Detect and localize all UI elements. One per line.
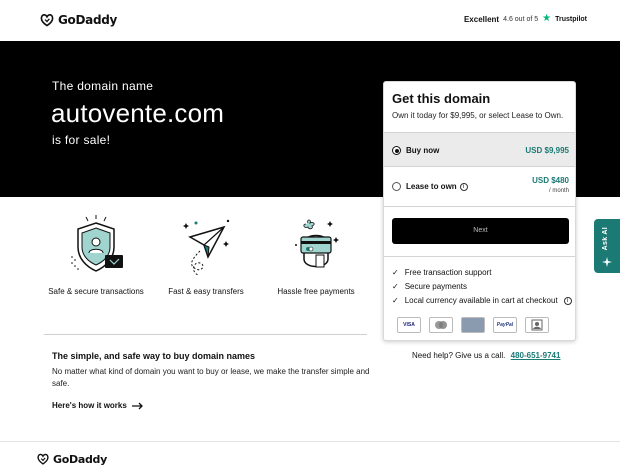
trustpilot-name: Trustpilot [555,15,587,23]
lease-period: / month [548,188,569,194]
help-phone-link[interactable]: 480-651-9741 [510,351,561,360]
info-icon[interactable]: i [460,183,468,191]
footer-divider [0,441,620,442]
payment-methods [397,317,549,333]
trust-rating-label: Excellent [463,14,500,24]
card-subtitle: Own it today for $9,995, or select Lease to Own. [392,111,564,120]
feature-label: Fast & easy transfers [168,287,244,296]
logo-text: GoDaddy [58,13,118,27]
trustpilot-rating[interactable] [464,14,587,24]
footer-logo[interactable] [36,452,107,466]
info-body: No matter what kind of domain you want to buy or lease, we make the transfer simple and safe. [52,367,370,388]
hero-pretext: The domain name [52,79,154,93]
how-it-works-label: Here's how it works [52,401,127,410]
perk-label: Local currency available in cart at checkout [404,296,558,305]
amex-icon [461,317,485,333]
info-title: The simple, and safe way to buy domain names [52,351,256,361]
perk-item [392,282,467,291]
godaddy-logo-icon [39,12,55,28]
feature-payments [261,215,371,296]
godaddy-logo[interactable] [39,12,117,28]
perk-item [392,268,491,277]
feature-secure [41,215,151,296]
feature-label: Hassle free payments [277,287,355,296]
hero-posttext: is for sale! [52,133,111,147]
footer-logo-text: GoDaddy [53,452,107,466]
perk-item [392,296,572,305]
perk-label: Secure payments [404,282,467,291]
shield-icon [66,215,126,277]
site-header [0,0,620,41]
paypal-icon: PayPal [493,317,517,333]
features-row [44,215,364,315]
feature-fast [151,215,261,296]
section-divider [44,334,367,335]
buy-now-radio[interactable] [392,146,401,155]
trustpilot-star-icon: ★ [542,13,552,24]
ask-ai-label: Ask AI [602,227,609,251]
check-icon: ✓ [392,296,399,305]
check-icon: ✓ [392,268,399,277]
how-it-works-link[interactable] [52,401,144,410]
mastercard-icon [429,317,453,333]
next-button[interactable]: Next [392,218,569,244]
purchase-card [383,81,576,341]
feature-label: Safe & secure transactions [48,287,144,296]
lease-option[interactable] [384,167,576,207]
lease-price: USD $480 [532,176,569,185]
card-divider [384,256,576,257]
arrow-right-icon [132,402,144,410]
buy-now-option[interactable] [384,132,576,167]
buy-now-price: USD $9,995 [525,146,569,155]
paper-plane-icon [176,215,236,277]
lease-label-group [406,182,468,191]
ask-ai-tab[interactable] [594,219,620,273]
buy-now-label: Buy now [406,146,440,155]
perk-label: Free transaction support [404,268,492,277]
payment-card-icon [286,215,346,277]
card-title: Get this domain [392,91,491,106]
godaddy-logo-icon [36,452,50,466]
info-icon[interactable]: i [564,297,572,305]
lease-radio[interactable] [392,182,401,191]
trust-score: 4.6 out of 5 [503,15,539,23]
visa-icon: VISA [397,317,421,333]
sparkle-icon [602,257,612,267]
lease-label: Lease to own [406,182,457,191]
check-icon: ✓ [392,282,399,291]
hero-domain-name: autovente.com [51,98,225,128]
help-line [412,351,560,360]
help-text: Need help? Give us a call. [412,351,506,360]
bank-icon [525,317,549,333]
